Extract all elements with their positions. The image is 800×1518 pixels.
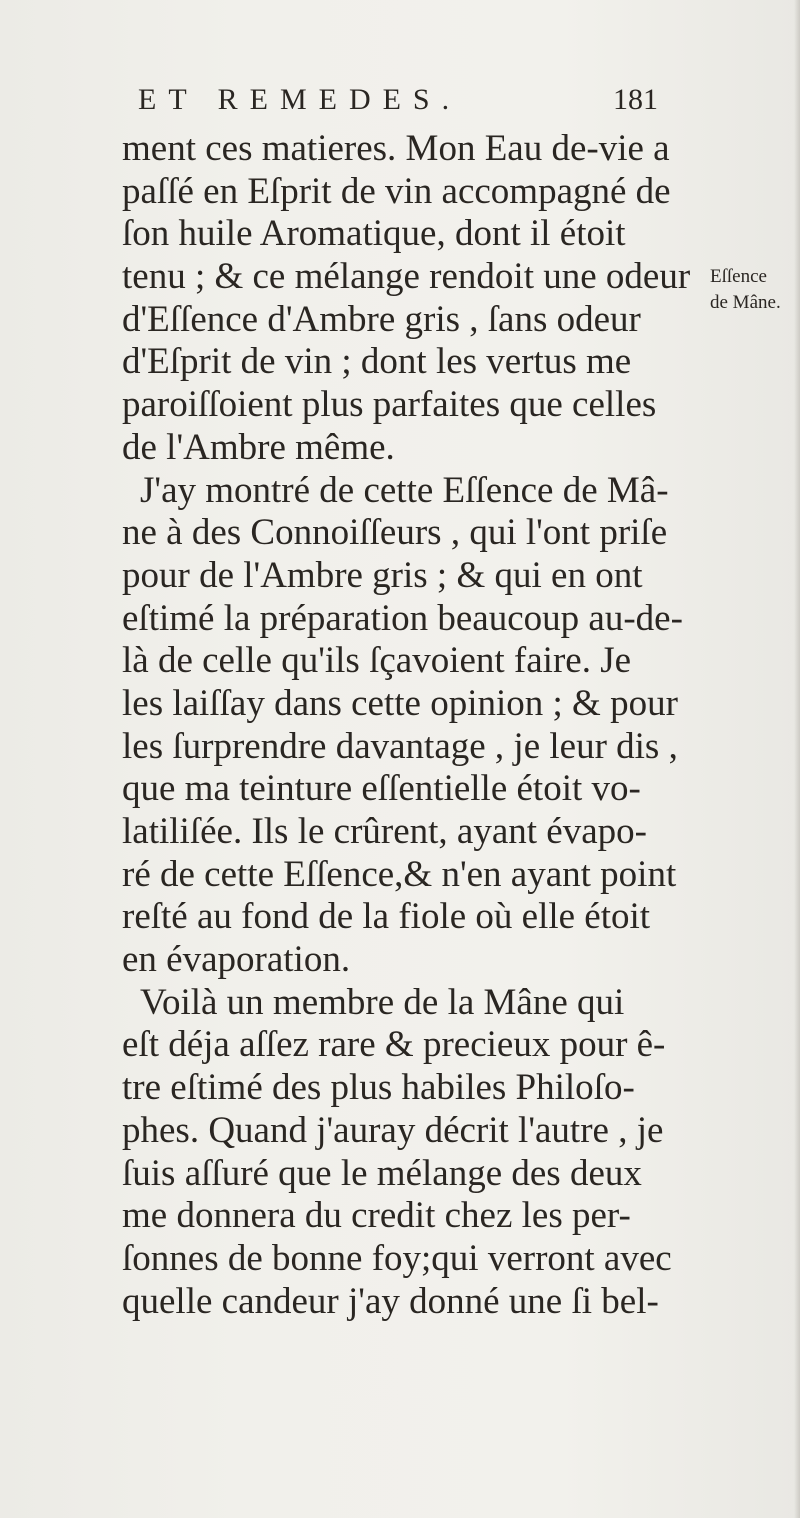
text-line: ment ces matieres. Mon Eau de-vie a xyxy=(122,128,670,169)
text-line: d'Eſſence d'Ambre gris , ſans odeur xyxy=(122,298,641,340)
text-line: tre eſtimé des plus habiles Philoſo- xyxy=(122,1067,635,1109)
page-number: 181 xyxy=(613,83,658,116)
text-line: quelle candeur j'ay donné une ſi bel- xyxy=(122,1280,659,1322)
body-text xyxy=(122,128,691,1323)
running-header xyxy=(138,83,658,125)
text-line: me donnera du credit chez les per- xyxy=(122,1195,631,1237)
text-line: là de celle qu'ils ſçavoient faire. Je xyxy=(122,640,632,682)
text-line: ſonnes de bonne foy;qui verront avec xyxy=(122,1237,672,1279)
text-line: reſté au fond de la fiole où elle étoit xyxy=(122,896,651,938)
text-line: de l'Ambre même. xyxy=(122,426,395,468)
text-line: ré de cette Eſſence,& n'en ayant point xyxy=(122,853,677,895)
marginal-note-line: Eſſence xyxy=(710,266,767,287)
text-line: que ma teinture eſſentielle étoit vo- xyxy=(122,768,641,810)
text-line: ſon huile Aromatique, dont il étoit xyxy=(122,213,626,255)
text-line: latiliſée. Ils le crûrent, ayant évapo- xyxy=(122,811,647,852)
text-line: eſt déja aſſez rare & precieux pour ê- xyxy=(122,1024,666,1066)
marginal-note xyxy=(710,264,800,316)
text-line: ſuis aſſuré que le mélange des deux xyxy=(122,1152,642,1194)
page-edge-shadow xyxy=(794,0,800,1518)
text-line: eſtimé la préparation beaucoup au-de- xyxy=(122,597,683,639)
text-line: paſſé en Eſprit de vin accompagné de xyxy=(122,170,671,212)
text-line: phes. Quand j'auray décrit l'autre , je xyxy=(122,1109,664,1151)
text-line: les ſurprendre davantage , je leur dis , xyxy=(122,725,678,767)
marginal-note-line: de Mâne. xyxy=(710,292,781,313)
text-line: en évaporation. xyxy=(122,939,351,981)
text-line: les laiſſay dans cette opinion ; & pour xyxy=(122,682,678,724)
text-line: ne à des Connoiſſeurs , qui l'ont priſe xyxy=(122,512,668,554)
text-line: d'Eſprit de vin ; dont les vertus me xyxy=(122,341,632,383)
text-line: J'ay montré de cette Eſſence de Mâ- xyxy=(140,469,669,511)
text-line: pour de l'Ambre gris ; & qui en ont xyxy=(122,554,643,596)
text-line: paroiſſoient plus parfaites que celles xyxy=(122,384,657,426)
running-title: ET REMEDES. xyxy=(138,83,462,116)
text-line: tenu ; & ce mélange rendoit une odeur xyxy=(122,256,691,298)
text-line: Voilà un membre de la Mâne qui xyxy=(140,981,625,1023)
